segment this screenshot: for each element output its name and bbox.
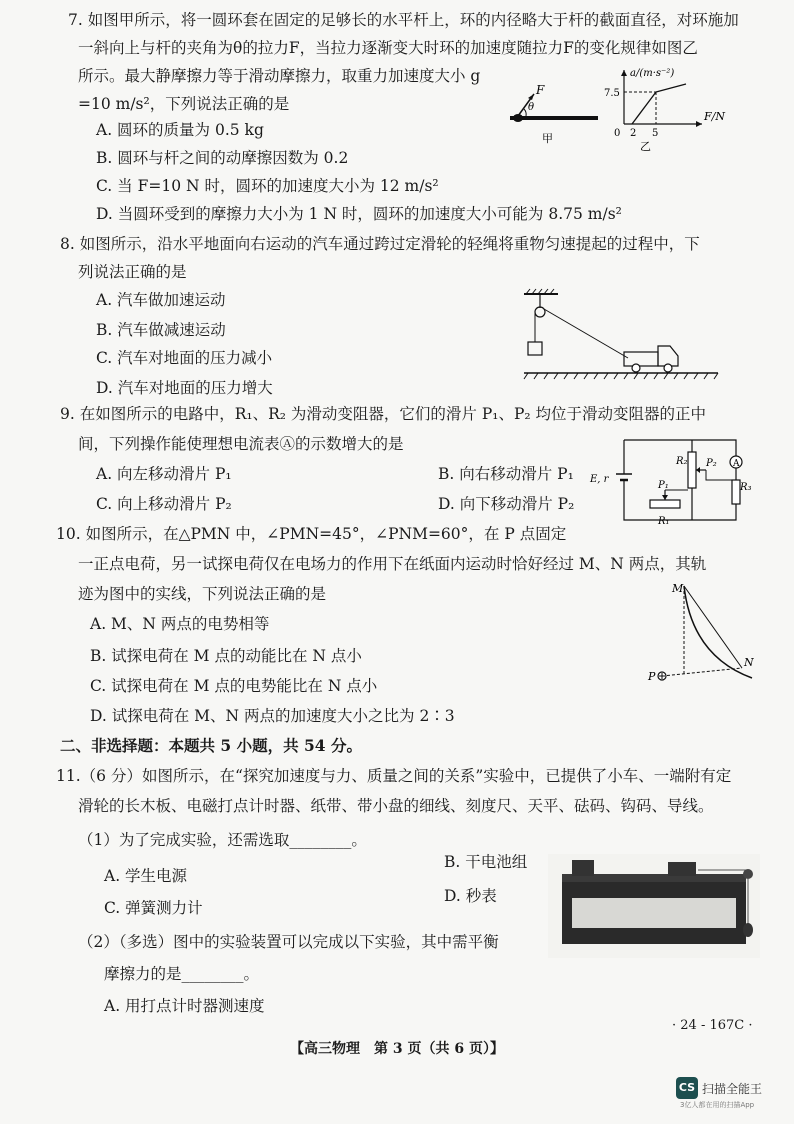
truck-wheel-rear [632, 364, 640, 372]
y-tick-label: 7.5 [604, 88, 620, 99]
q10-option-b: B. 试探电荷在 M 点的动能比在 N 点小 [90, 647, 362, 665]
truck-wheel-front [664, 364, 672, 372]
q8-stem-line2: 列说法正确的是 [78, 263, 187, 281]
side-pn [662, 668, 742, 676]
q10-figure [648, 580, 758, 686]
q11-part2-line2: 摩擦力的是________。 [104, 965, 260, 983]
q10-option-a: A. M、N 两点的电势相等 [90, 615, 270, 633]
q9-circuit [588, 432, 758, 532]
paper-code: · 24 - 167C · [672, 1018, 753, 1033]
r1-rheostat [650, 500, 680, 508]
rope-slanted [544, 309, 628, 358]
camscanner-name: 扫描全能王 [702, 1082, 763, 1096]
weight-block [528, 342, 542, 355]
p1-label: P₁ [658, 480, 669, 491]
q8-option-b: B. 汽车做减速运动 [96, 321, 226, 339]
q11-part2-line1: （2）（多选）图中的实验装置可以完成以下实验，其中需平衡 [78, 933, 499, 951]
q11-part1-option-d: D. 秒表 [444, 887, 497, 905]
q11-part1-option-c: C. 弹簧测力计 [104, 899, 203, 917]
x-axis-label: F/N [704, 110, 725, 123]
q9-stem-line2: 间，下列操作能使理想电流表Ⓐ的示数增大的是 [78, 435, 404, 453]
q8-option-a: A. 汽车做加速运动 [96, 291, 226, 309]
q11-stem-line1: 11.（6 分）如图所示，在“探究加速度与力、质量之间的关系”实验中，已提供了小车、一端附有定 [56, 767, 732, 785]
upper-segment [656, 84, 686, 92]
timer [572, 860, 594, 876]
hanging-weight [743, 923, 753, 937]
q11-stem-line2: 滑轮的长木板、电磁打点计时器、纸带、带小盘的细线、刻度尺、天平、砝码、钩码、导线。 [78, 797, 714, 815]
q9-option-a: A. 向左移动滑片 P₁ [96, 465, 232, 483]
q7-option-d: D. 当圆环受到的摩擦力大小为 1 N 时，圆环的加速度大小可能为 8.75 m/s² [96, 205, 622, 223]
section-heading: 二、非选择题：本题共 5 小题，共 54 分。 [60, 736, 362, 755]
camscanner-slogan: 3亿人都在用的扫描App [680, 1101, 755, 1109]
q7-stem-line2: 一斜向上与杆的夹角为θ的拉力F，当拉力逐渐变大时环的加速度随拉力F的变化规律如图乙 [78, 39, 698, 57]
cart [668, 862, 696, 876]
q7-option-b: B. 圆环与杆之间的动摩擦因数为 0.2 [96, 149, 349, 167]
r3-label: R₃ [740, 482, 752, 493]
r1-label: R₁ [658, 516, 670, 527]
r2-label: R₂ [676, 456, 688, 467]
q10-option-c: C. 试探电荷在 M 点的电势能比在 N 点小 [90, 677, 378, 695]
q7-figure-yi [590, 62, 740, 154]
angle-label: θ [528, 102, 535, 113]
q8-figure [518, 288, 728, 380]
y-axis-label: a/(m·s⁻²) [630, 68, 675, 79]
q7-stem-line4: =10 m/s²，下列说法正确的是 [78, 95, 290, 113]
p2-label: P₂ [706, 458, 717, 469]
q10-stem-line3: 迹为图中的实线，下列说法正确的是 [78, 585, 327, 603]
ammeter-label: A [733, 459, 740, 469]
q7-stem-line1: 7. 如图甲所示，将一圆环套在固定的足够长的水平杆上，环的内径略大于杆的截面直径，对环施加 [68, 11, 739, 29]
q11-part2-option-a: A. 用打点计时器测速度 [104, 997, 265, 1015]
pulley [535, 307, 545, 317]
q8-option-c: C. 汽车对地面的压力减小 [96, 349, 273, 367]
q7-stem-line3: 所示。最大静摩擦力等于滑动摩擦力，取重力加速度大小 g [78, 67, 481, 85]
fig-jia-label: 甲 [542, 132, 553, 145]
q9-option-b: B. 向右移动滑片 P₁ [438, 465, 574, 483]
q10-stem-line2: 一正点电荷，另一试探电荷仅在电场力的作用下在纸面内运动时恰好经过 M、N 两点，其轨 [78, 555, 707, 573]
q9-option-d: D. 向下移动滑片 P₂ [438, 495, 575, 513]
point-m-label: M [672, 582, 684, 595]
force-label: F [536, 83, 545, 97]
fig-yi-label: 乙 [640, 140, 651, 153]
source-label: E, r [590, 474, 609, 485]
q10-stem-line1: 10. 如图所示，在△PMN 中，∠PMN=45°，∠PNM=60°，在 P 点固定 [56, 525, 567, 543]
q9-option-c: C. 向上移动滑片 P₂ [96, 495, 232, 513]
q8-option-d: D. 汽车对地面的压力增大 [96, 379, 273, 397]
q8-stem-line1: 8. 如图所示，沿水平地面向右运动的汽车通过跨过定滑轮的轻绳将重物匀速提起的过程中，下 [60, 235, 700, 253]
q11-part1: （1）为了完成实验，还需选取________。 [78, 831, 367, 849]
angle-arc [524, 109, 526, 116]
rising-segment [632, 92, 656, 124]
pulley-wheel [743, 869, 753, 879]
origin-label: 0 [614, 128, 621, 139]
q11-apparatus-photo [548, 854, 760, 958]
x-tick-2: 5 [652, 128, 659, 139]
r2-rheostat [688, 452, 696, 488]
r3-resistor [732, 480, 740, 504]
page-footer: 【高三物理 第 3 页（共 6 页）】 [290, 1041, 504, 1057]
q11-part1-option-a: A. 学生电源 [104, 867, 188, 885]
truck-cab [658, 346, 678, 366]
q10-option-d: D. 试探电荷在 M、N 两点的加速度大小之比为 2∶3 [90, 707, 455, 725]
truck-bed [624, 352, 658, 366]
side-mn [684, 586, 742, 668]
point-n-label: N [744, 656, 754, 669]
board-surface [572, 898, 736, 928]
x-tick-1: 2 [630, 128, 637, 139]
point-p-label: P [648, 670, 656, 683]
camscanner-logo: CS [676, 1077, 698, 1099]
q7-option-a: A. 圆环的质量为 0.5 kg [96, 121, 264, 139]
q11-part1-option-b: B. 干电池组 [444, 853, 528, 871]
force-arrow-head [528, 94, 534, 100]
q7-option-c: C. 当 F=10 N 时，圆环的加速度大小为 12 m/s² [96, 177, 439, 195]
q9-stem-line1: 9. 在如图所示的电路中，R₁、R₂ 为滑动变阻器，它们的滑片 P₁、P₂ 均位于滑动变阻器的正中 [60, 405, 707, 423]
